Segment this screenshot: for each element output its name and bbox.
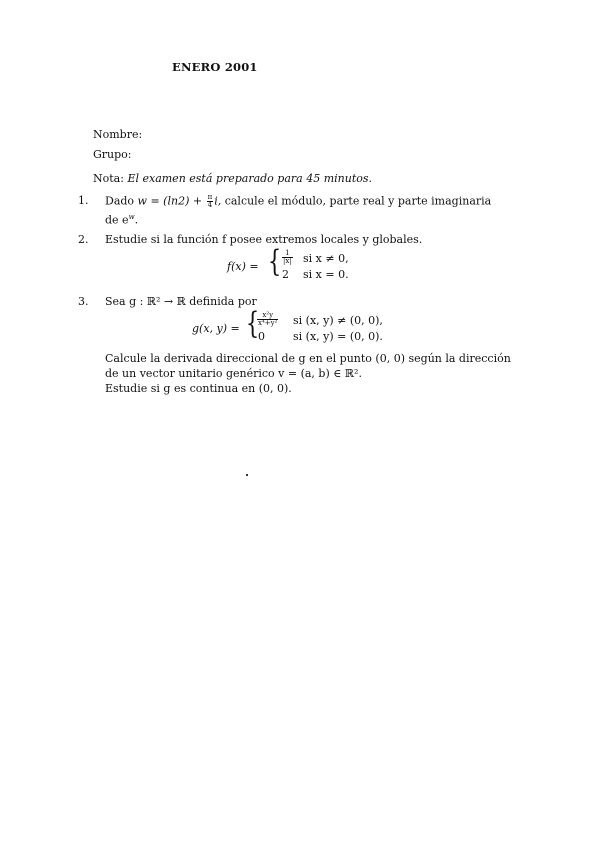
problem-1	[78, 193, 492, 227]
problem-2-case1-den: |x|	[283, 257, 292, 265]
problem-2-lhs	[227, 260, 259, 273]
problem-3-case1-num: x²y	[257, 312, 278, 320]
problem-1-line2-text: de e	[105, 213, 129, 227]
problem-2-case2-val: 2	[282, 268, 289, 281]
problem-3-brace: {	[245, 306, 260, 341]
problem-1-text: calcule el módulo, parte real y parte imaginaria	[224, 194, 492, 208]
problem-2-number: 2.	[78, 233, 89, 246]
problem-3-line-c: Estudie si g es continua en (0, 0).	[105, 382, 292, 395]
problem-1-frac-den: 4	[207, 201, 213, 209]
problem-1-frac-num: π	[207, 193, 213, 201]
problem-3-case1-den: x⁴+y²	[258, 319, 278, 327]
problem-2-case1	[281, 250, 294, 265]
exam-note	[93, 172, 372, 185]
problem-1-expr-tail: i,	[214, 194, 222, 208]
problem-3-text: Sea g : ℝ² → ℝ definida por	[105, 295, 257, 308]
problem-2-brace: {	[267, 244, 282, 279]
problem-3	[78, 295, 257, 309]
stray-dot	[246, 474, 248, 476]
problem-2-case2-cond: si x = 0.	[303, 268, 349, 281]
problem-1-line2-end: .	[134, 213, 139, 227]
note-text: El examen está preparado para 45 minutos.	[127, 172, 372, 185]
problem-3-line-b: de un vector unitario genérico v = (a, b) ∈ ℝ².	[105, 367, 362, 380]
problem-3-case1-cond: si (x, y) ≠ (0, 0),	[293, 314, 383, 327]
problem-2-case1-num: 1	[282, 250, 293, 258]
problem-2-case1-frac	[282, 250, 293, 265]
problem-3-case1	[256, 312, 279, 327]
problem-1-line2-sup: w	[128, 213, 135, 221]
problem-1-fraction	[207, 194, 214, 209]
problem-2-text: Estudie si la función f posee extremos locales y globales.	[105, 233, 423, 246]
name-label: Nombre:	[93, 128, 143, 141]
problem-1-line2	[105, 210, 500, 228]
problem-1-number: 1.	[78, 194, 89, 207]
problem-2-case1-cond: si x ≠ 0,	[303, 252, 349, 265]
problem-1-body	[105, 194, 500, 228]
problem-3-case1-frac	[257, 312, 278, 327]
problem-3-case2-cond: si (x, y) = (0, 0).	[293, 330, 383, 343]
exam-title: ENERO 2001	[172, 60, 258, 74]
problem-1-expr: w = (ln2) +	[137, 194, 206, 208]
problem-3-lhs	[192, 322, 240, 335]
problem-2	[78, 233, 423, 247]
problem-3-lhs-text: g(x, y) =	[192, 322, 240, 335]
problem-3-case2-val: 0	[258, 330, 265, 343]
problem-3-line-a: Calcule la derivada direccional de g en el punto (0, 0) según la dirección	[105, 352, 511, 365]
problem-1-prefix: Dado	[105, 194, 135, 208]
problem-2-lhs-text: f(x) =	[227, 260, 259, 273]
group-label: Grupo:	[93, 148, 132, 161]
problem-3-number: 3.	[78, 295, 89, 308]
note-lead: Nota:	[93, 172, 124, 185]
